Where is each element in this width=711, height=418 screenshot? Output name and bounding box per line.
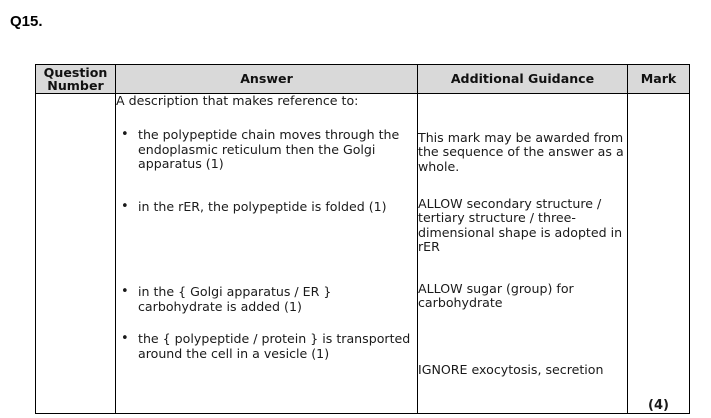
answer-row [36, 94, 690, 414]
answer-point: • the { polypeptide / protein } is transported around the cell in a vesicle (1) [116, 332, 417, 361]
answer-points [116, 128, 417, 361]
mark-scheme-table [35, 64, 690, 414]
mark-value: (4) [648, 397, 669, 413]
guidance-note: ALLOW sugar (group) for carbohydrate [418, 281, 574, 311]
answer-point: • in the rER, the polypeptide is folded (1) [116, 200, 417, 285]
guidance-note: IGNORE exocytosis, secretion [418, 362, 604, 377]
answer-intro: A description that makes reference to: [116, 93, 359, 108]
question-number-cell [36, 94, 116, 414]
header-mark: Mark [628, 65, 690, 94]
guidance-note: This mark may be awarded from the sequence of the answer as a whole. [418, 130, 624, 174]
guidance-cell [418, 94, 628, 414]
answer-cell [116, 94, 418, 414]
answer-point: • in the { Golgi apparatus / ER } carbohydrate is added (1) [116, 285, 417, 332]
header-answer: Answer [116, 65, 418, 94]
question-number-label: Q15. [10, 13, 43, 30]
guidance-note: ALLOW secondary structure / tertiary structure / three-dimensional shape is adopted in rER [418, 196, 623, 255]
mark-cell [628, 94, 690, 414]
header-question-number: Question Number [36, 65, 116, 94]
answer-point: • the polypeptide chain moves through the endoplasmic reticulum then the Golgi apparatus (1) [116, 128, 417, 200]
header-row [36, 65, 690, 94]
header-guidance: Additional Guidance [418, 65, 628, 94]
